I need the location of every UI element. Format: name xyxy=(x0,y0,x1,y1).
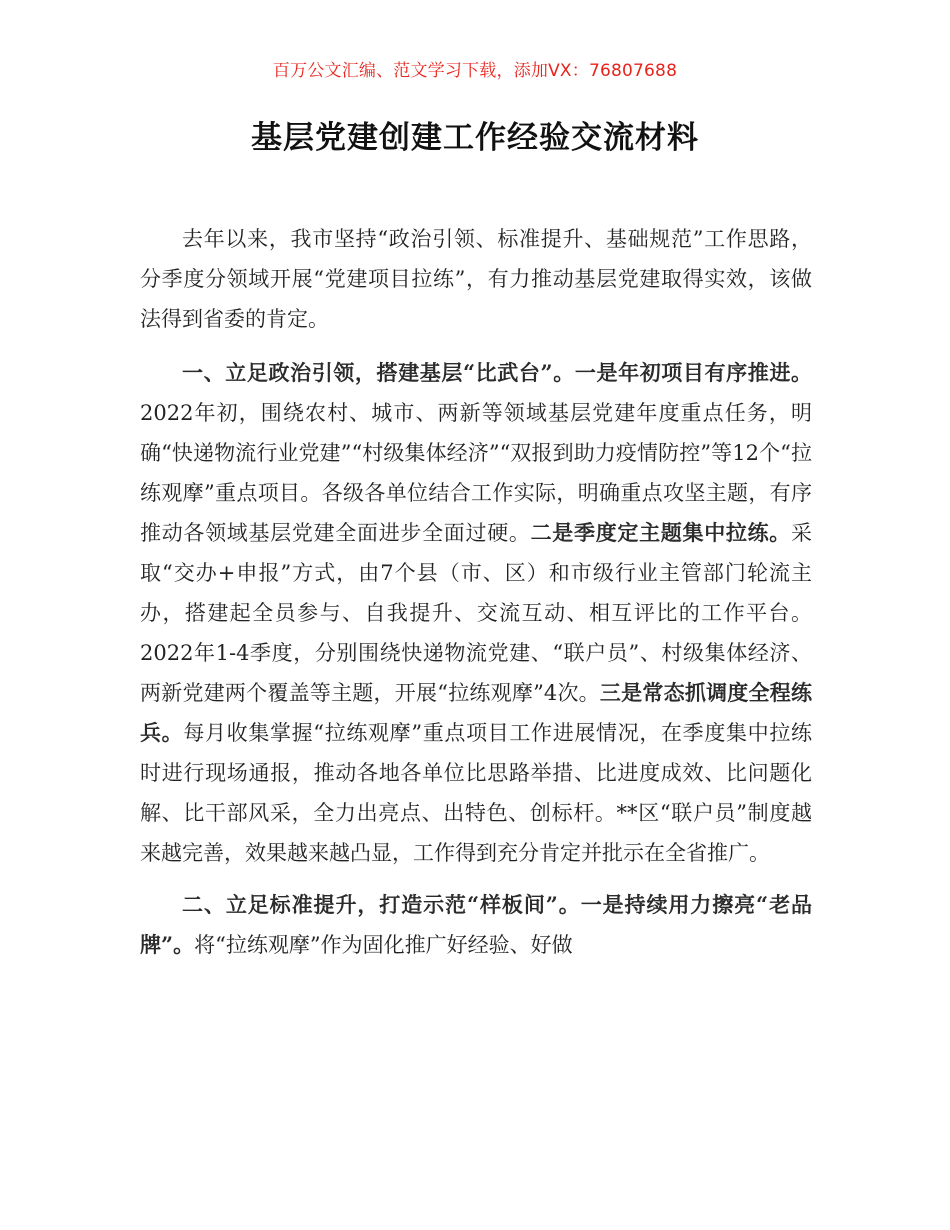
section1-point1-text: 2022年初，围绕农村、城市、两新等领域基层党建年度重点任务，明确“快递物流行业党建”“村级集体经济”“双报到助力疫情防控”等12个“拉练观摩”重点项目。各级各单位结合工作实际，明确重点攻坚主题，有序推动各领域基层党建全面进步全面过硬。 xyxy=(140,401,812,545)
section1-point2-text: 采取“交办+申报”方式，由7个县（市、区）和市级行业主管部门轮流主办，搭建起全员参与、自我提升、交流互动、相互评比的工作平台。2022年1-4季度，分别围绕快递物流党建、“联户员”、村级集体经济、两新党建两个覆盖等主题，开展“拉练观摩”4次。 xyxy=(140,521,813,705)
document-title: 基层党建创建工作经验交流材料 xyxy=(251,120,699,156)
section1-point1-title: 一是年初项目有序推进。 xyxy=(574,360,812,385)
section1-point3-text: 每月收集掌握“拉练观摩”重点项目工作进展情况，在季度集中拉练时进行现场通报，推动各地各单位比思路举措、比进度成效、比问题化解、比干部风采，全力出亮点、出特色、创标杆。**区“联户员”制度越来越完善，效果越来越凸显，工作得到充分肯定并批示在全省推广。 xyxy=(140,721,812,865)
intro-paragraph: 去年以来，我市坚持“政治引领、标准提升、基础规范”工作思路，分季度分领域开展“党建项目拉练”，有力推动基层党建取得实效，该做法得到省委的肯定。 xyxy=(140,227,812,331)
document-body xyxy=(140,219,812,965)
section1-heading: 一、立足政治引领，搭建基层“比武台”。 xyxy=(182,360,575,385)
section1-point2-title: 二是季度定主题集中拉练。 xyxy=(530,520,792,545)
section2-heading: 二、立足标准提升，打造示范“样板间”。 xyxy=(182,892,581,917)
section1-paragraph xyxy=(140,353,812,873)
section2-point1-title: 一是持续用力擦亮“老品牌”。 xyxy=(140,892,812,957)
section2-point1-text: 将“拉练观摩”作为固化推广好经验、好做 xyxy=(194,933,573,957)
watermark-header: 百万公文汇编、范文学习下载，添加VX：76807688 xyxy=(272,61,678,81)
section1-point3-title: 三是常态抓调度全程练兵。 xyxy=(140,680,812,745)
section2-paragraph xyxy=(140,885,812,965)
